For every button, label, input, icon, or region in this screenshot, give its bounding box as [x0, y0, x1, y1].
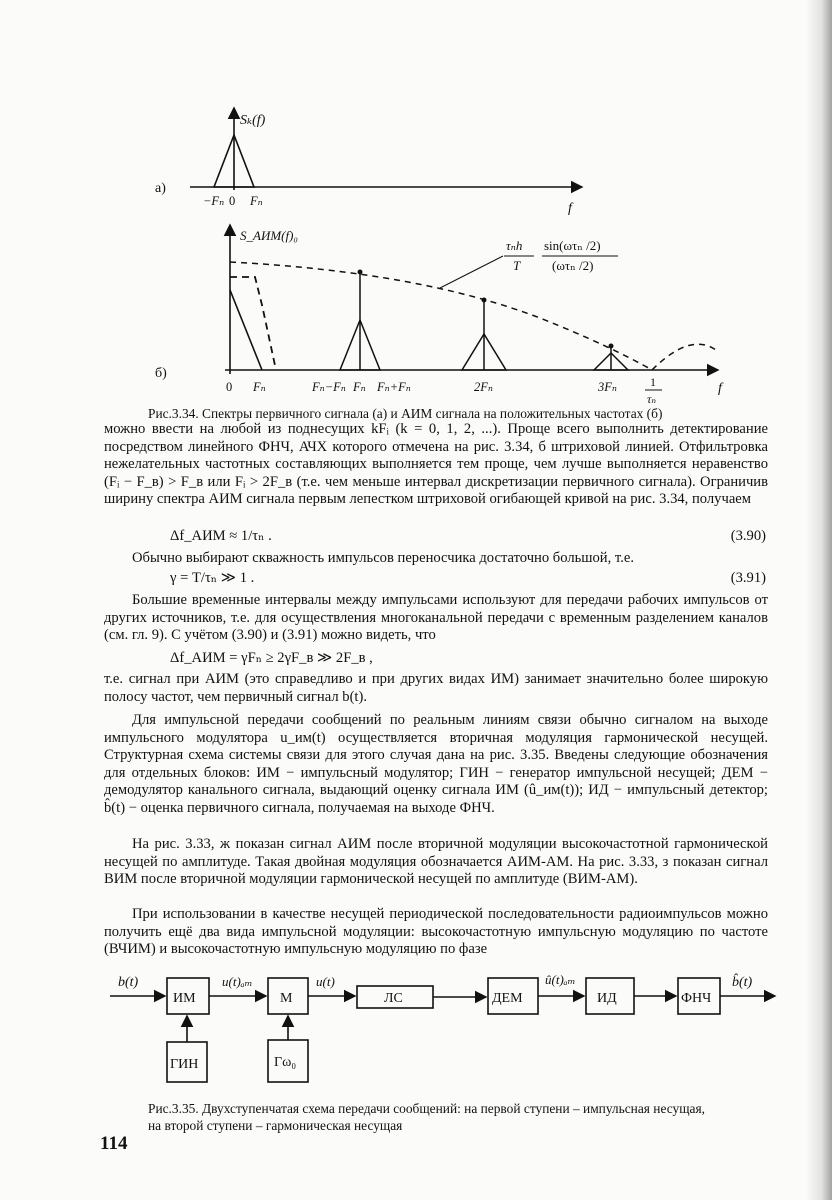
- ylabel-b: S_АИМ(f)₀: [240, 228, 298, 243]
- paragraph-2: Обычно выбирают скважность импульсов переносчика достаточно большой, т.е.: [132, 550, 634, 566]
- tick-b-fn-center: Fₙ: [353, 380, 366, 394]
- xlabel-a: f: [568, 201, 572, 216]
- label-b: б): [155, 366, 167, 381]
- spectrum-a: [155, 108, 582, 216]
- caption-3-35-line1: Рис.3.35. Двухступенчатая схема передачи сообщений: на первой ступени – импульсная несущая,: [148, 1101, 705, 1116]
- caption-3-35-line2: на второй ступени – гармоническая несущая: [148, 1118, 403, 1133]
- tick-b-fn: Fₙ: [253, 380, 266, 394]
- block-ls-label: ЛС: [384, 991, 403, 1006]
- equation-3-91: γ = T/τₙ ≫ 1 .: [170, 570, 255, 586]
- paragraph-4: т.е. сигнал при АИМ (это справедливо и при других видах ИМ) занимает значительно более широкую полосу частот, чем первичный сигнал b(t).: [104, 671, 768, 705]
- equation-3-90: Δf_АИМ ≈ 1/τₙ .: [170, 528, 272, 544]
- ylabel-a: Sₖ(f): [240, 113, 266, 128]
- tick-b-zero: 0: [226, 380, 233, 394]
- input-label: b(t): [118, 975, 139, 990]
- page-edge-shadow: [806, 0, 832, 1200]
- paragraph-7: При использовании в качестве несущей периодической последовательности радиоимпульсов можно получить ещё два вида импульсной модуляции: высокочастотную импульсную модуляцию по частоте (ВЧИМ) и высокочастотную импульсную модуляцию по фазе: [104, 906, 768, 958]
- tick-b-inv-tau-num: 1: [650, 375, 656, 389]
- paragraph-6: На рис. 3.33, ж показан сигнал АИМ после вторичной модуляции высокочастотной гармонической несущей по амплитуде. Такая двойная модуляция обозначается АИМ-АМ. На рис. 3.33, з показан сигнал ВИМ после вторичной модуляции гармонической несущей по амплитуде (ВИМ-АМ).: [104, 836, 768, 888]
- block-m-label: М: [280, 991, 293, 1006]
- tick-a-minus-fn: −Fₙ: [203, 194, 225, 208]
- tick-b-fn-plus: Fₙ+Fₙ: [377, 380, 411, 394]
- equation-3-92: Δf_АИМ = γFₙ ≥ 2γF_в ≫ 2F_в ,: [170, 650, 373, 666]
- block-gin-label: ГИН: [170, 1057, 199, 1072]
- envelope-rhs-den: (ωτₙ /2): [552, 258, 594, 273]
- paragraph-3: Большие временные интервалы между импульсами используют для передачи рабочих импульсов от других источников, т.е. для осуществления многоканальной передачи с временным разделением каналов (см. гл. 9). С учётом (3.90) и (3.91) можно видеть, что: [104, 592, 768, 644]
- tick-a-zero: 0: [229, 194, 236, 208]
- paragraph-1: можно ввести на любой из поднесущих kFᵢ (k = 0, 1, 2, ...). Проще всего выполнить детектирование посредством линейного ФНЧ, АЧХ которого отмечена на рис. 3.34, б штриховой линией. Отфильтровка нежелательных частотных составляющих выполняется тем проще, чем лучше выполняется неравенство (Fᵢ − F_в) > F_в или Fᵢ > 2F_в (т.е. чем меньше интервал дискретизации первичного сигнала). Ограничив ширину спектра АИМ сигнала первым лепестком штриховой огибающей кривой на рис. 3.34, получаем: [104, 421, 768, 508]
- block-id-label: ИД: [597, 991, 617, 1006]
- equation-3-91-number: (3.91): [730, 570, 766, 586]
- signal-uim-label: u(t)ₐₘ: [222, 974, 253, 989]
- equation-3-90-number: (3.90): [730, 528, 766, 544]
- block-fnch-label: ФНЧ: [681, 991, 712, 1006]
- tick-b-fn-minus: Fₙ−Fₙ: [312, 380, 346, 394]
- block-generator-label: Гω₀: [274, 1055, 297, 1070]
- envelope-rhs-num: sin(ωτₙ /2): [544, 238, 601, 253]
- figure-3-35: [0, 960, 832, 1100]
- tick-a-fn: Fₙ: [250, 194, 263, 208]
- block-im-label: ИМ: [173, 991, 196, 1006]
- page-number: 114: [100, 1133, 128, 1154]
- output-label: b̂(t): [732, 975, 753, 990]
- tick-b-3fn: 3Fₙ: [598, 380, 617, 394]
- spectrum-b: [155, 225, 724, 406]
- envelope-lhs-den: T: [513, 258, 521, 273]
- caption-3-34: Рис.3.34. Спектры первичного сигнала (а) и АИМ сигнала на положительных частотах (б): [148, 406, 663, 421]
- envelope-lhs-num: τₙh: [506, 238, 523, 253]
- xlabel-b: f: [718, 381, 722, 396]
- block-dem-label: ДЕМ: [492, 991, 523, 1006]
- tick-b-2fn: 2Fₙ: [474, 380, 493, 394]
- signal-u-label: u(t): [316, 974, 335, 989]
- label-a: а): [155, 181, 166, 196]
- paragraph-5: Для импульсной передачи сообщений по реальным линиям связи обычно сигналом на выходе импульсного модулятора u_им(t) осуществляется вторичная модуляция гармонической несущей. Структурная схема системы связи для этого случая дана на рис. 3.35. Введены следующие обозначения для отдельных блоков: ИМ − импульсный модулятор; ГИН − генератор импульсной несущей; ДЕМ − демодулятор канального сигнала, выдающий оценку сигнала ИМ (û_им(t)); ИД − импульсный детектор; b̂(t) − оценка первичного сигнала, получаемая на выходе ФНЧ.: [104, 712, 768, 816]
- figure-3-34: [0, 0, 832, 420]
- tick-b-inv-tau-den: τₙ: [647, 392, 657, 406]
- signal-uhat-label: û(t)ₐₘ: [545, 972, 576, 987]
